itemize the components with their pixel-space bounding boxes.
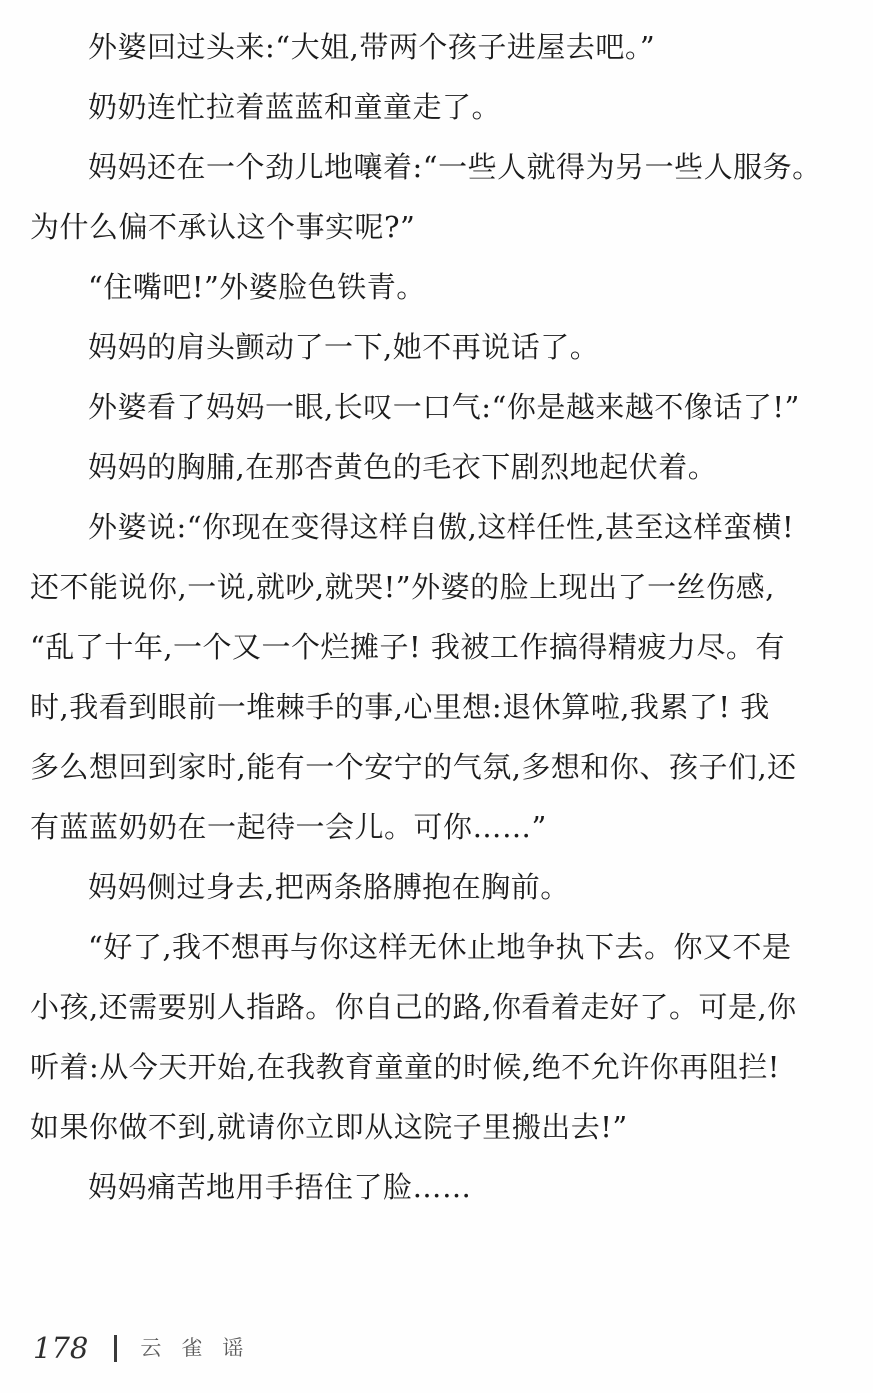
- body-text: [30, 17, 846, 1217]
- text-line: 小孩,还需要别人指路。你自己的路,你看着走好了。可是,你: [30, 990, 797, 1024]
- text-line: 有蓝蓝奶奶在一起待一会儿。可你……”: [30, 810, 547, 844]
- page-number: 178: [33, 1330, 89, 1365]
- text-line: 多么想回到家时,能有一个安宁的气氛,多想和你、孩子们,还: [30, 750, 797, 784]
- text-line: 外婆回过头来:“大姐,带两个孩子进屋去吧。”: [88, 30, 656, 64]
- text-line: 为什么偏不承认这个事实呢?”: [30, 210, 416, 244]
- text-line: 还不能说你,一说,就吵,就哭!”外婆的脸上现出了一丝伤感,: [30, 570, 775, 604]
- text-line: 妈妈的胸脯,在那杏黄色的毛衣下剧烈地起伏着。: [88, 450, 718, 484]
- text-line: 时,我看到眼前一堆棘手的事,心里想:退休算啦,我累了! 我: [30, 690, 770, 724]
- text-line: 外婆说:“你现在变得这样自傲,这样任性,甚至这样蛮横!: [88, 510, 795, 544]
- page-footer: [33, 1326, 263, 1370]
- book-title: 云雀谣: [140, 1335, 264, 1360]
- text-line: “住嘴吧!”外婆脸色铁青。: [88, 270, 426, 304]
- text-line: “好了,我不想再与你这样无休止地争执下去。你又不是: [88, 930, 792, 964]
- text-line: 听着:从今天开始,在我教育童童的时候,绝不允许你再阻拦!: [30, 1050, 780, 1084]
- footer-separator-bar: [114, 1335, 117, 1362]
- text-line: 如果你做不到,就请你立即从这院子里搬出去!”: [30, 1110, 628, 1144]
- text-line: 妈妈痛苦地用手捂住了脸……: [88, 1170, 472, 1204]
- text-line: 妈妈侧过身去,把两条胳膊抱在胸前。: [88, 870, 570, 904]
- text-line: 奶奶连忙拉着蓝蓝和童童走了。: [88, 90, 502, 124]
- text-line: 外婆看了妈妈一眼,长叹一口气:“你是越来越不像话了!”: [88, 390, 800, 424]
- text-line: 妈妈的肩头颤动了一下,她不再说话了。: [88, 330, 600, 364]
- text-line: “乱了十年,一个又一个烂摊子! 我被工作搞得精疲力尽。有: [30, 630, 785, 664]
- text-line: 妈妈还在一个劲儿地嚷着:“一些人就得为另一些人服务。: [88, 150, 822, 184]
